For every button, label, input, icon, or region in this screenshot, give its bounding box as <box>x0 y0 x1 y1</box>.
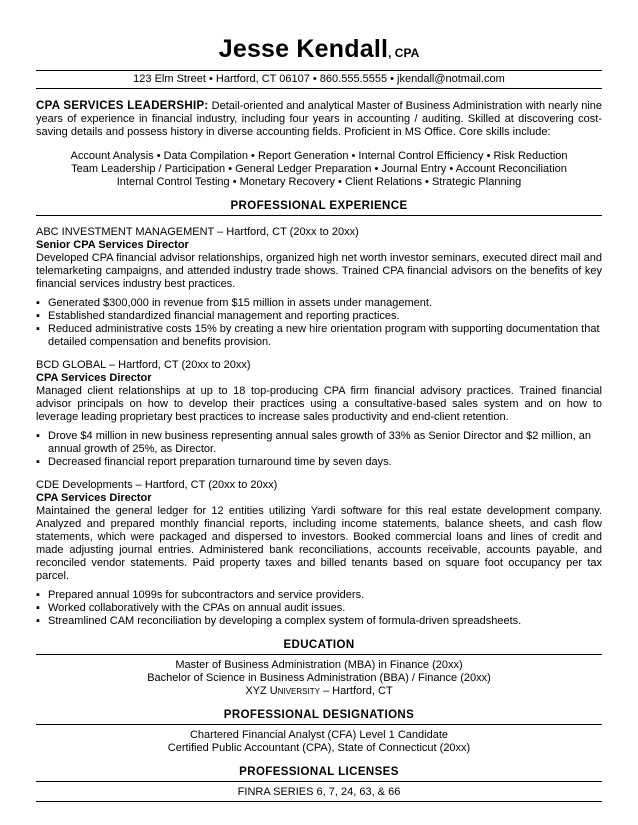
job-title: CPA Services Director <box>36 372 152 384</box>
school-location: – Hartford, CT <box>319 685 393 697</box>
job-company: BCD GLOBAL – Hartford, CT (20xx to 20xx) <box>36 359 251 371</box>
bullet-text: Established standardized financial management and reporting practices. <box>48 310 400 322</box>
bullet-text: Decreased financial report preparation turnaround time by seven days. <box>48 456 392 468</box>
bullet-icon: ▪ <box>36 589 40 601</box>
skills-line: Internal Control Testing • Monetary Recovery • Client Relations • Strategic Planning <box>116 176 522 188</box>
resume-page <box>36 34 602 802</box>
education-block <box>36 659 602 698</box>
degree-line: Bachelor of Science in Business Administration (BBA) / Finance (20xx) <box>147 672 491 684</box>
bullet-item <box>36 310 602 323</box>
bullet-icon: ▪ <box>36 615 40 627</box>
section-heading-licenses: PROFESSIONAL LICENSES <box>239 766 399 778</box>
bullet-icon: ▪ <box>36 602 40 614</box>
section-rule <box>36 724 602 725</box>
section-heading-education: EDUCATION <box>283 639 355 651</box>
bullet-icon: ▪ <box>36 310 40 322</box>
contact-line: 123 Elm Street • Hartford, CT 06107 • 860.555.5555 • jkendall@notmail.com <box>133 73 505 85</box>
licenses-line: FINRA SERIES 6, 7, 24, 63, & 66 <box>237 786 401 798</box>
bullet-item <box>36 297 602 310</box>
bullet-icon: ▪ <box>36 456 40 468</box>
bullet-icon: ▪ <box>36 297 40 309</box>
job-title: CPA Services Director <box>36 492 152 504</box>
designation-line: Certified Public Accountant (CPA), State of Connecticut (20xx) <box>167 742 471 754</box>
summary-label: CPA SERVICES LEADERSHIP: <box>36 100 209 112</box>
designations-block <box>36 729 602 755</box>
section-heading-experience: PROFESSIONAL EXPERIENCE <box>230 200 408 212</box>
bullet-text: Prepared annual 1099s for subcontractors and service providers. <box>48 589 365 601</box>
bullet-text: Drove $4 million in new business representing annual sales growth of 33% as Senior Director and $2 million, an annual growth of 25%, as Director. <box>48 430 591 455</box>
skills-line: Team Leadership / Participation • General Ledger Preparation • Journal Entry • Account Reconciliation <box>71 163 567 175</box>
bullet-item <box>36 589 602 602</box>
job-bullets <box>36 589 602 628</box>
bullet-item <box>36 602 602 615</box>
job-description: Maintained the general ledger for 12 entities utilizing Yardi software for this real estate development company. Analyzed and prepared monthly financial reports, including income statements, balance sheets, and cash flow statements, which were packaged and dispersed to investors. Booked commercial loans and lines of credit and made adjusting journal entries. Administered bank reconciliations, accounts receivable, accounts payable, and reconciled vendor statements. Paid property taxes and billed tenants based on square foot occupancy per tax parcel. <box>36 505 602 582</box>
core-skills <box>36 150 602 189</box>
job-bullets <box>36 297 602 349</box>
job-description: Developed CPA financial advisor relationships, organized high net worth investor seminars, executed direct mail and telemarketing campaigns, and attended industry trade shows. Trained CPA financial advisors on the benefits of key financial services industry best practices. <box>36 252 602 290</box>
section-rule <box>36 781 602 782</box>
bullet-icon: ▪ <box>36 430 40 442</box>
degree-line: Master of Business Administration (MBA) in Finance (20xx) <box>175 659 463 671</box>
job-entry <box>36 479 602 628</box>
school-line <box>36 685 602 698</box>
bullet-item <box>36 323 602 349</box>
bullet-item <box>36 430 602 456</box>
job-entry <box>36 359 602 469</box>
job-bullets <box>36 430 602 469</box>
candidate-name <box>36 34 602 68</box>
section-heading-designations: PROFESSIONAL DESIGNATIONS <box>223 709 415 721</box>
school-name: XYZ University <box>245 685 320 697</box>
bullet-text: Streamlined CAM reconciliation by developing a complex system of formula-driven spreadsheets. <box>48 615 522 627</box>
section-rule <box>36 654 602 655</box>
summary-text: Detail-oriented and analytical Master of Business Administration with nearly nine years of experience in financial industry, including four years in accounting / auditing. Skilled at discovering cost-saving details and possess history in diverse accounting fields. Proficient in MS Office. Core skills include: <box>36 100 602 138</box>
bullet-item <box>36 615 602 628</box>
job-company: CDE Developments – Hartford, CT (20xx to 20xx) <box>36 479 278 491</box>
header-rule-top <box>36 70 602 71</box>
name-text: Jesse Kendall <box>218 35 389 63</box>
bullet-item <box>36 456 602 469</box>
bullet-text: Reduced administrative costs 15% by creating a new hire orientation program with supporting documentation that detailed compensation and benefits provision. <box>48 323 600 348</box>
name-credential: , CPA <box>388 46 420 60</box>
section-rule <box>36 215 602 216</box>
designation-line: Chartered Financial Analyst (CFA) Level 1 Candidate <box>189 729 449 741</box>
bullet-icon: ▪ <box>36 323 40 335</box>
job-title: Senior CPA Services Director <box>36 239 189 251</box>
header-rule-bottom <box>36 88 602 89</box>
bullet-text: Generated $300,000 in revenue from $15 million in assets under management. <box>48 297 433 309</box>
skills-line: Account Analysis • Data Compilation • Report Generation • Internal Control Efficiency • Risk Reduction <box>70 150 568 162</box>
bottom-rule <box>36 801 602 802</box>
job-entry <box>36 226 602 349</box>
summary-paragraph <box>36 100 602 139</box>
bullet-text: Worked collaboratively with the CPAs on annual audit issues. <box>48 602 346 614</box>
job-company: ABC INVESTMENT MANAGEMENT – Hartford, CT (20xx to 20xx) <box>36 226 359 238</box>
job-description: Managed client relationships at up to 18 top-producing CPA firm financial advisory practices. Trained financial advisor principals on how to develop their practices using a consultative-based sales system and on how to leverage leading proprietary best practices to increase sales productivity and end-client retention. <box>36 385 602 423</box>
